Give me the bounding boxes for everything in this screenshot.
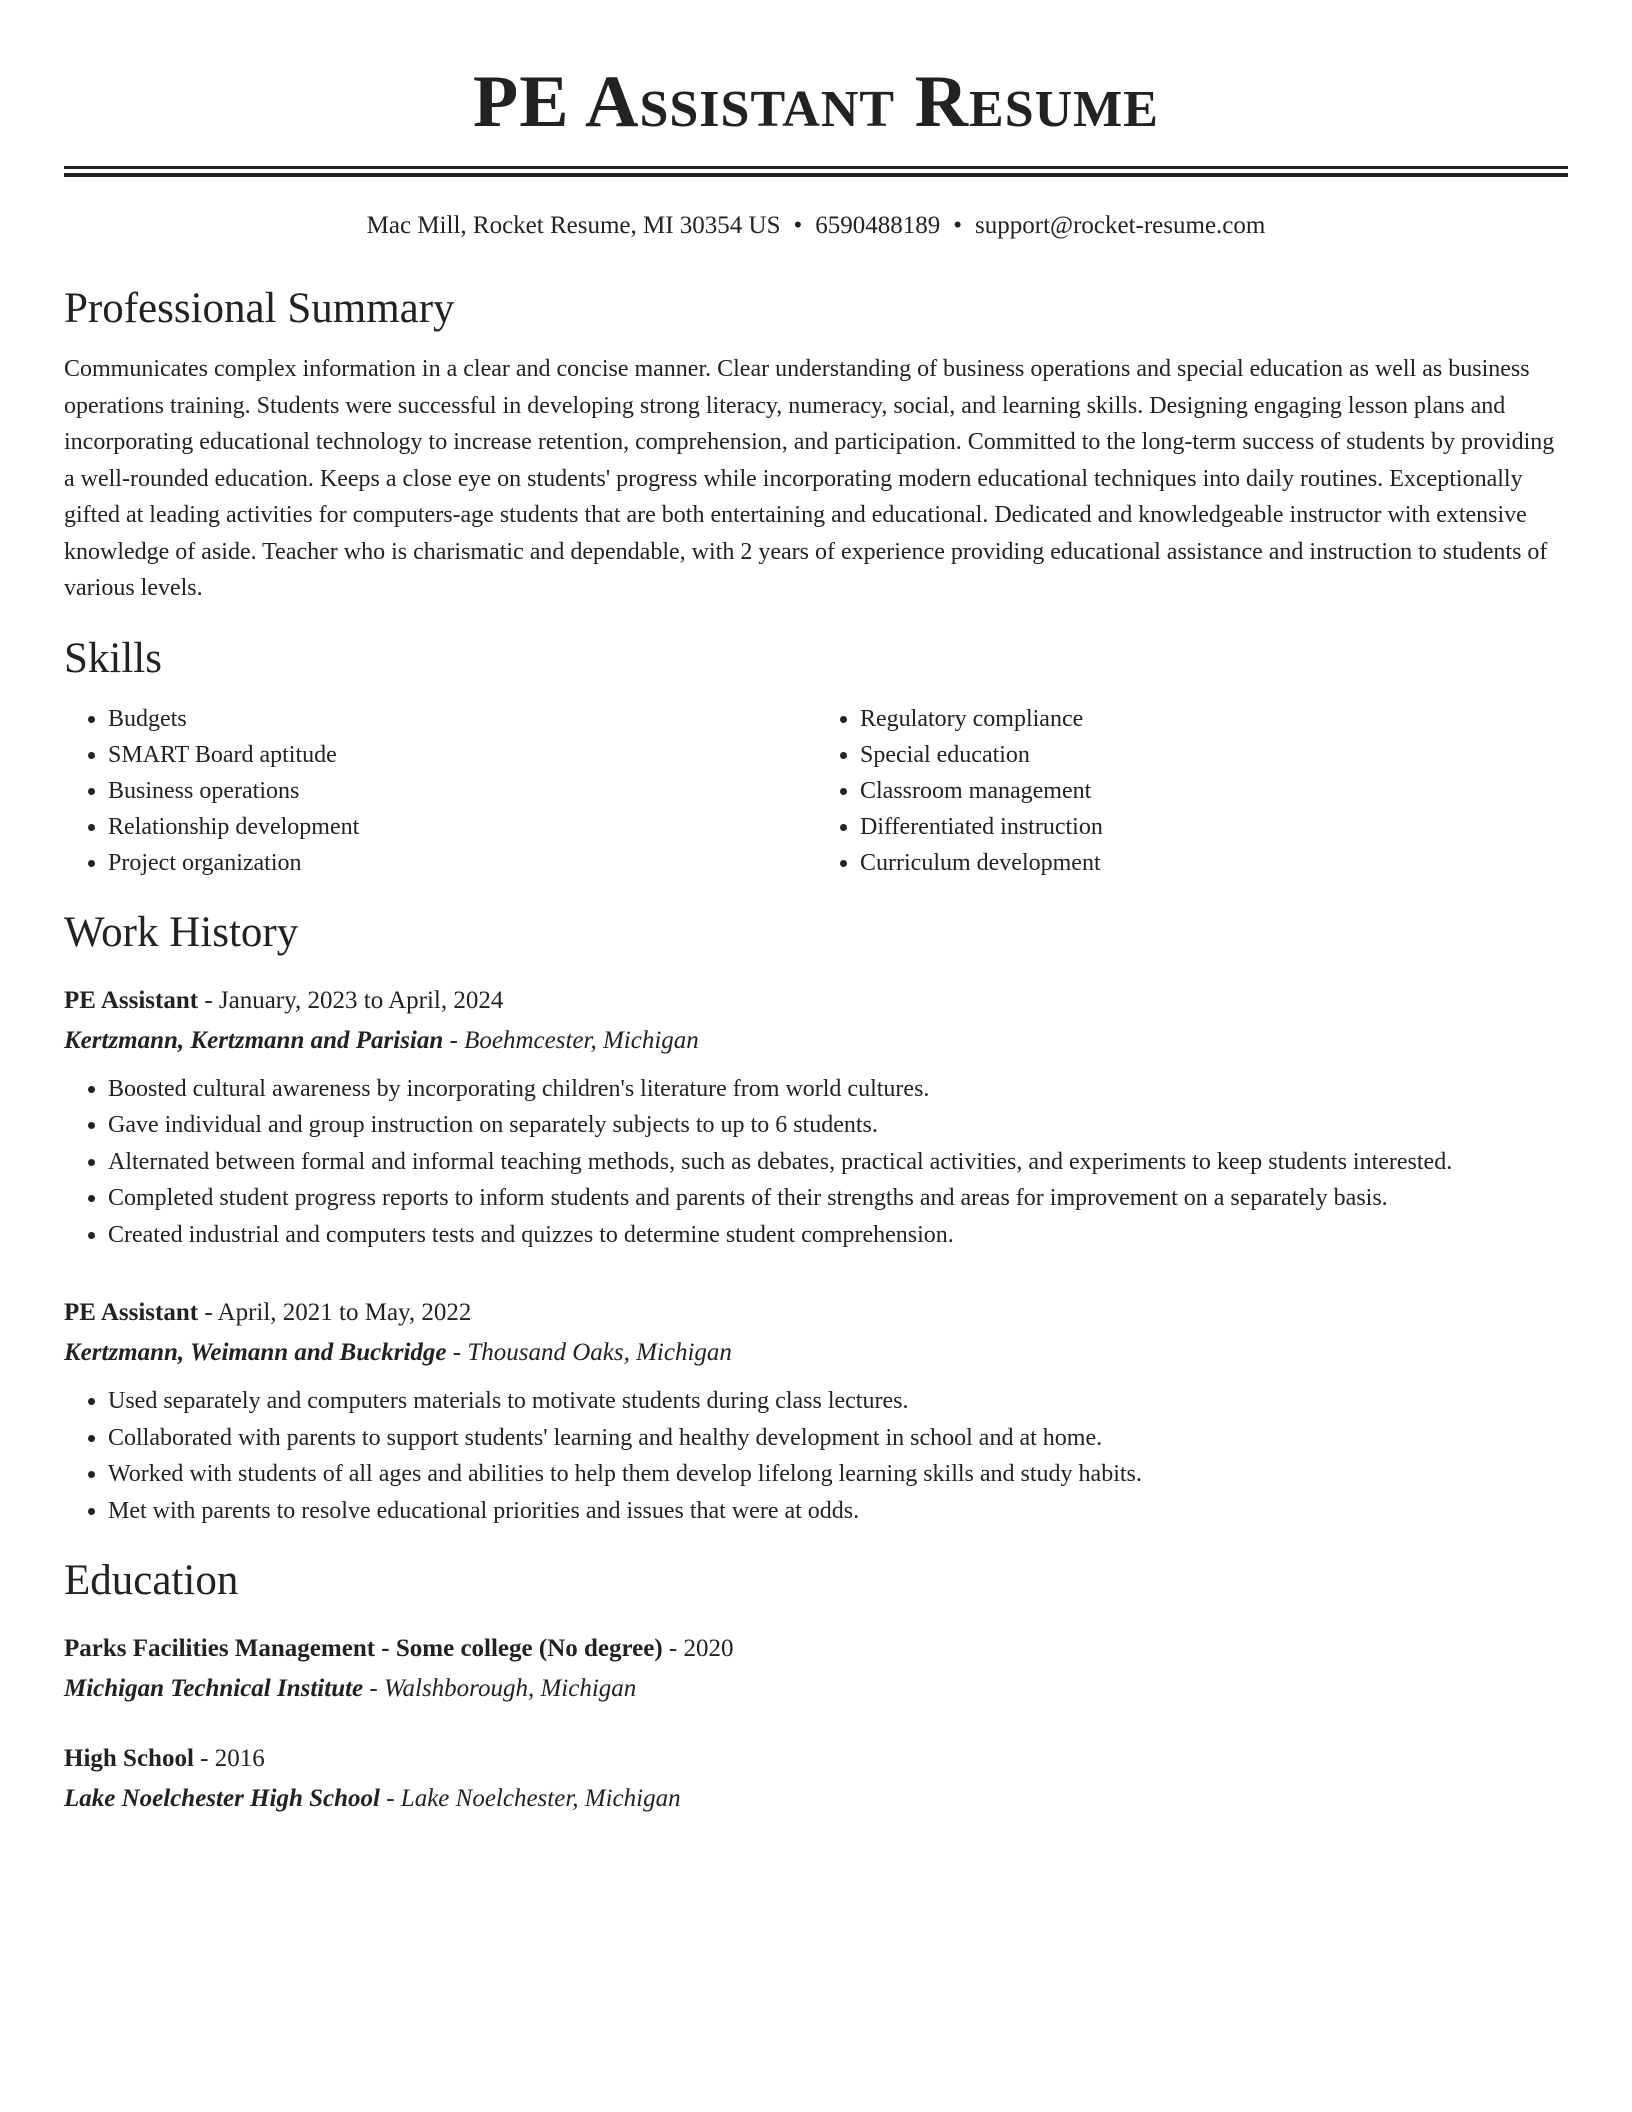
education-entry [64, 1739, 1568, 1819]
job-location: - Boehmcester, Michigan [443, 1026, 699, 1054]
job-duty: • Collaborated with parents to support students' learning and healthy development in school and at home. [108, 1420, 1568, 1457]
skill-item: • Curriculum development [860, 845, 1568, 881]
contact-separator: • [793, 212, 803, 239]
education-year: - 2020 [662, 1635, 734, 1662]
skill-item: • Relationship development [108, 809, 816, 845]
skill-item: • Special education [860, 737, 1568, 773]
skill-item: • Differentiated instruction [860, 809, 1568, 845]
summary-heading: Professional Summary [64, 285, 455, 332]
job-title-line [64, 981, 1568, 1021]
job-company-line [64, 1021, 1568, 1061]
job-duty: • Created industrial and computers tests and quizzes to determine student comprehension. [108, 1217, 1568, 1254]
job-dates: - April, 2021 to May, 2022 [198, 1299, 472, 1326]
job-duties [64, 1071, 1568, 1254]
contact-separator: • [953, 212, 963, 239]
education-location: - Walshborough, Michigan [363, 1675, 637, 1702]
skills-heading: Skills [64, 634, 162, 682]
education-heading: Education [64, 1557, 239, 1604]
job-title: PE Assistant [64, 1299, 199, 1326]
job-duty: • Met with parents to resolve educational priorities and issues that were at odds. [108, 1493, 1568, 1530]
skills-column-right [816, 701, 1568, 881]
education-degree: Parks Facilities Management - Some college (No degree) [64, 1635, 663, 1662]
job-company: Kertzmann, Weimann and Buckridge [64, 1339, 447, 1366]
education-school: Michigan Technical Institute [64, 1675, 364, 1702]
skill-item: • Project organization [108, 845, 816, 881]
job-title-line [64, 1293, 1568, 1333]
skills-column-left [64, 701, 816, 881]
work-history-heading: Work History [64, 908, 299, 956]
skill-item: • Regulatory compliance [860, 701, 1568, 737]
skill-item: • Business operations [108, 773, 816, 809]
contact-line [64, 209, 1568, 243]
education-degree-line [64, 1739, 1568, 1779]
contact-phone: 6590488189 [815, 212, 941, 239]
job-duty: • Worked with students of all ages and abilities to help them develop lifelong learning skills and study habits. [108, 1456, 1568, 1493]
job-company: Kertzmann, Kertzmann and Parisian [64, 1026, 444, 1054]
contact-address: Mac Mill, Rocket Resume, MI 30354 US [366, 212, 781, 239]
education-entry [64, 1629, 1568, 1709]
page-title: PE Assistant Resume [473, 61, 1159, 143]
education-degree: High School [64, 1745, 194, 1772]
skill-item: • Budgets [108, 701, 816, 737]
contact-email: support@rocket-resume.com [975, 212, 1266, 239]
education-school: Lake Noelchester High School [64, 1785, 380, 1812]
job-entry [64, 981, 1568, 1254]
job-duty: • Completed student progress reports to inform students and parents of their strengths and areas for improvement on a separately basis. [108, 1180, 1568, 1217]
job-dates: - January, 2023 to April, 2024 [198, 986, 504, 1014]
education-year: - 2016 [193, 1745, 265, 1772]
job-duties [64, 1383, 1568, 1529]
education-location: - Lake Noelchester, Michigan [379, 1785, 681, 1812]
title-divider [64, 166, 1568, 177]
education-school-line [64, 1669, 1568, 1709]
resume-page [64, 0, 1568, 1819]
skill-item: • SMART Board aptitude [108, 737, 816, 773]
job-duty: • Gave individual and group instruction on separately subjects to up to 6 students. [108, 1107, 1568, 1144]
education-degree-line [64, 1629, 1568, 1669]
job-duty: • Boosted cultural awareness by incorporating children's literature from world cultures. [108, 1071, 1568, 1108]
job-entry [64, 1293, 1568, 1529]
job-title: PE Assistant [64, 986, 199, 1014]
job-duty: • Alternated between formal and informal teaching methods, such as debates, practical activities, and experiments to keep students interested. [108, 1144, 1568, 1181]
skill-item: • Classroom management [860, 773, 1568, 809]
job-location: - Thousand Oaks, Michigan [446, 1339, 732, 1366]
skills-list [64, 701, 1568, 881]
education-school-line [64, 1779, 1568, 1819]
job-duty: • Used separately and computers materials to motivate students during class lectures. [108, 1383, 1568, 1420]
job-company-line [64, 1333, 1568, 1373]
summary-text: Communicates complex information in a clear and concise manner. Clear understanding of business operations and special education as well as business operations training. Students were successful in developing strong literacy, numeracy, social, and learning skills. Designing engaging lesson plans and incorporating educational technology to increase retention, comprehension, and participation. Committed to the long-term success of students by providing a well-rounded education. Keeps a close eye on students' progress while incorporating modern educational techniques into daily routines. Exceptionally gifted at leading activities for computers-age students that are both entertaining and educational. Dedicated and knowledgeable instructor with extensive knowledge of aside. Teacher who is charismatic and dependable, with 2 years of experience providing educational assistance and instruction to students of various levels. [64, 356, 1555, 601]
